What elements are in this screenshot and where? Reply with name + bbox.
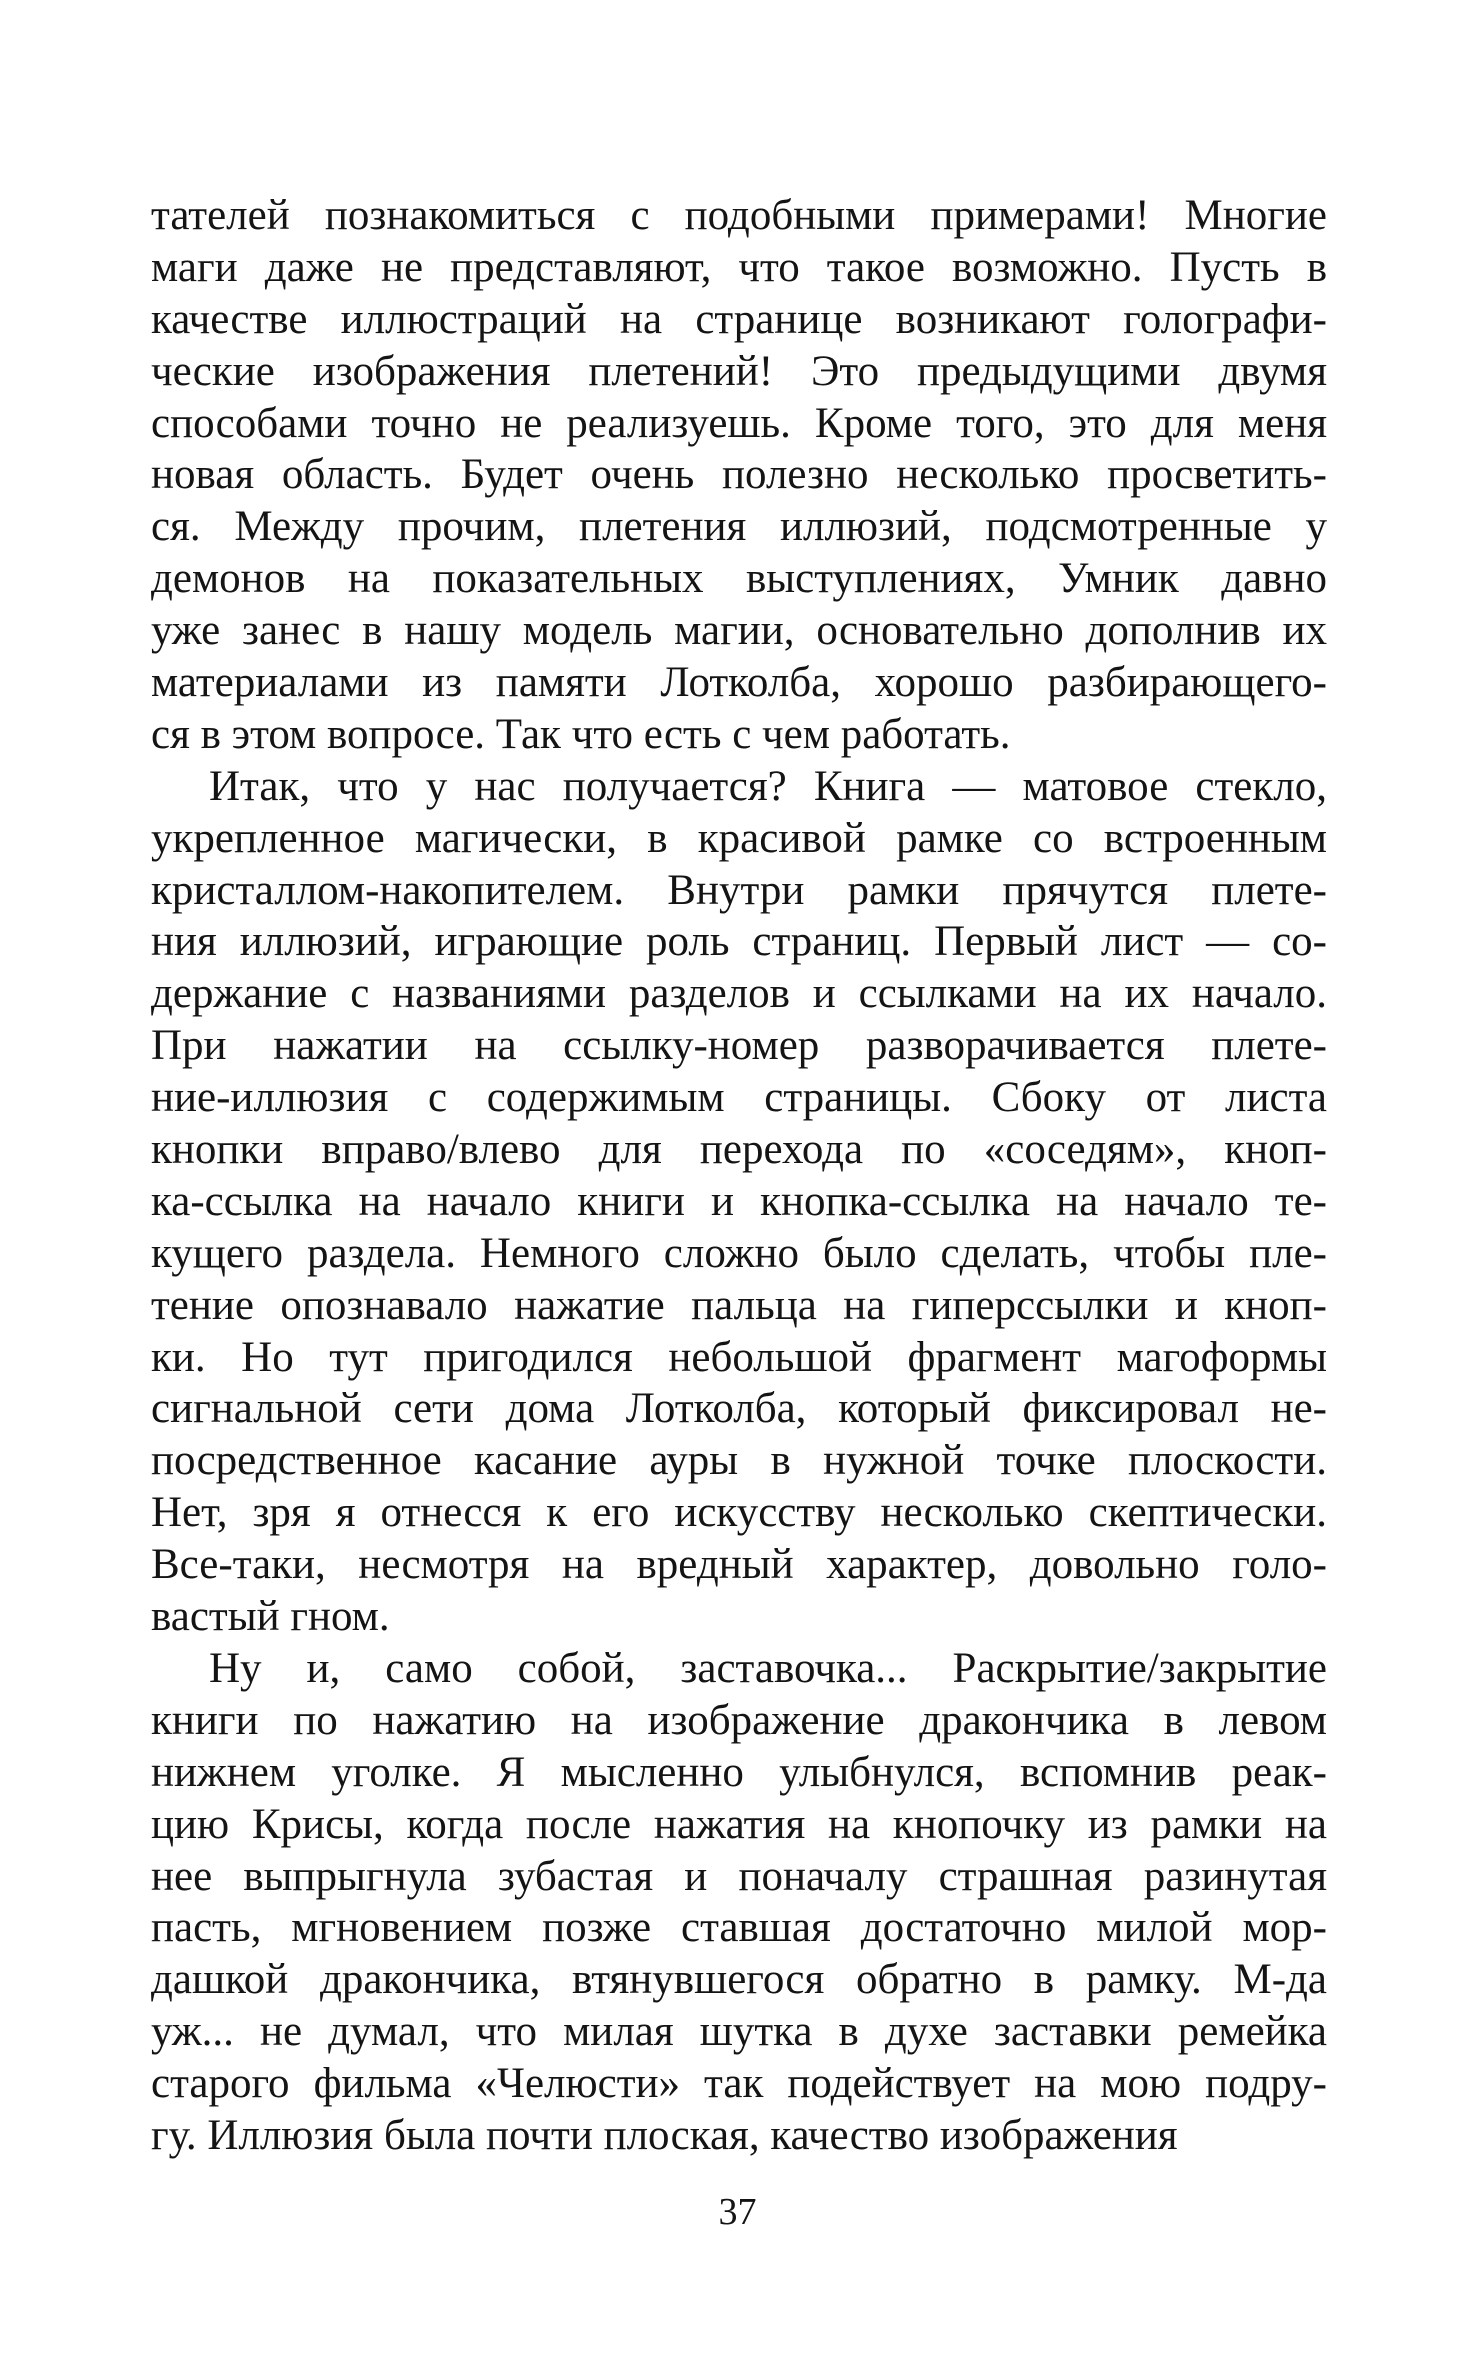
text-line: При нажатии на ссылку-номер разворачивается плете-: [151, 1022, 1327, 1070]
text-line: кущего раздела. Немного сложно было сделать, чтобы пле-: [151, 1229, 1327, 1277]
text-line: уже занес в нашу модель магии, основательно дополнив их: [151, 607, 1327, 655]
text-line: ния иллюзий, играющие роль страниц. Первый лист — со-: [151, 918, 1327, 966]
paragraph: [151, 190, 1327, 761]
page-body: [151, 190, 1327, 2162]
text-line: пасть, мгновением позже ставшая достаточно милой мор-: [151, 1904, 1327, 1952]
text-line: ка-ссылка на начало книги и кнопка-ссылка на начало те-: [151, 1177, 1327, 1225]
text-line: тение опознавало нажатие пальца на гиперссылки и кноп-: [151, 1281, 1327, 1329]
text-line: цию Крисы, когда после нажатия на кнопочку из рамки на: [151, 1800, 1327, 1848]
text-line: ческие изображения плетений! Это предыдущими двумя: [151, 347, 1327, 395]
text-line: качестве иллюстраций на странице возникают голографи-: [151, 295, 1327, 343]
text-line: кристаллом-накопителем. Внутри рамки прячутся плете-: [151, 866, 1327, 914]
text-line: материалами из памяти Лотколба, хорошо разбирающего-: [151, 659, 1327, 707]
text-line: ся в этом вопросе. Так что есть с чем работать.: [151, 710, 1011, 758]
text-line: ки. Но тут пригодился небольшой фрагмент магоформы: [151, 1333, 1327, 1381]
text-line: маги даже не представляют, что такое возможно. Пусть в: [151, 243, 1327, 291]
text-line: держание с названиями разделов и ссылками на их начало.: [151, 970, 1327, 1018]
text-line: дашкой дракончика, втянувшегося обратно в рамку. М-да: [151, 1956, 1327, 2004]
text-line: книги по нажатию на изображение дракончика в левом: [151, 1696, 1327, 1744]
text-line: вастый гном.: [151, 1593, 390, 1641]
text-line: демонов на показательных выступлениях, Умник давно: [151, 555, 1327, 603]
text-line: нижнем уголке. Я мысленно улыбнулся, вспомнив реак-: [151, 1748, 1327, 1796]
text-line: Ну и, само собой, заставочка... Раскрытие/закрытие: [209, 1644, 1327, 1692]
text-line: способами точно не реализуешь. Кроме того, это для меня: [151, 399, 1327, 447]
text-line: посредственное касание ауры в нужной точке плоскости.: [151, 1437, 1327, 1485]
text-line: ся. Между прочим, плетения иллюзий, подсмотренные у: [151, 503, 1327, 551]
text-line: тателей познакомиться с подобными примерами! Многие: [151, 192, 1327, 239]
text-line: гу. Иллюзия была почти плоская, качество изображения: [151, 2111, 1178, 2159]
text-line: ние-иллюзия с содержимым страницы. Сбоку от листа: [151, 1074, 1327, 1122]
text-line: уж... не думал, что милая шутка в духе заставки ремейка: [151, 2008, 1327, 2056]
text-line: Все-таки, несмотря на вредный характер, довольно голо-: [151, 1541, 1327, 1589]
text-line: сигнальной сети дома Лотколба, который фиксировал не-: [151, 1385, 1327, 1433]
page-number: 37: [718, 2191, 757, 2233]
text-line: укрепленное магически, в красивой рамке со встроенным: [151, 814, 1327, 862]
paragraph: [151, 761, 1327, 1643]
paragraph: [151, 1643, 1327, 2162]
text-line: новая область. Будет очень полезно несколько просветить-: [151, 451, 1327, 499]
text-line: нее выпрыгнула зубастая и поначалу страшная разинутая: [151, 1852, 1327, 1900]
text-line: старого фильма «Челюсти» так подействует на мою подру-: [151, 2060, 1327, 2108]
text-line: кнопки вправо/влево для перехода по «соседям», кноп-: [151, 1126, 1327, 1174]
text-line: Итак, что у нас получается? Книга — матовое стекло,: [209, 762, 1327, 810]
text-line: Нет, зря я отнесся к его искусству несколько скептически.: [151, 1489, 1327, 1537]
